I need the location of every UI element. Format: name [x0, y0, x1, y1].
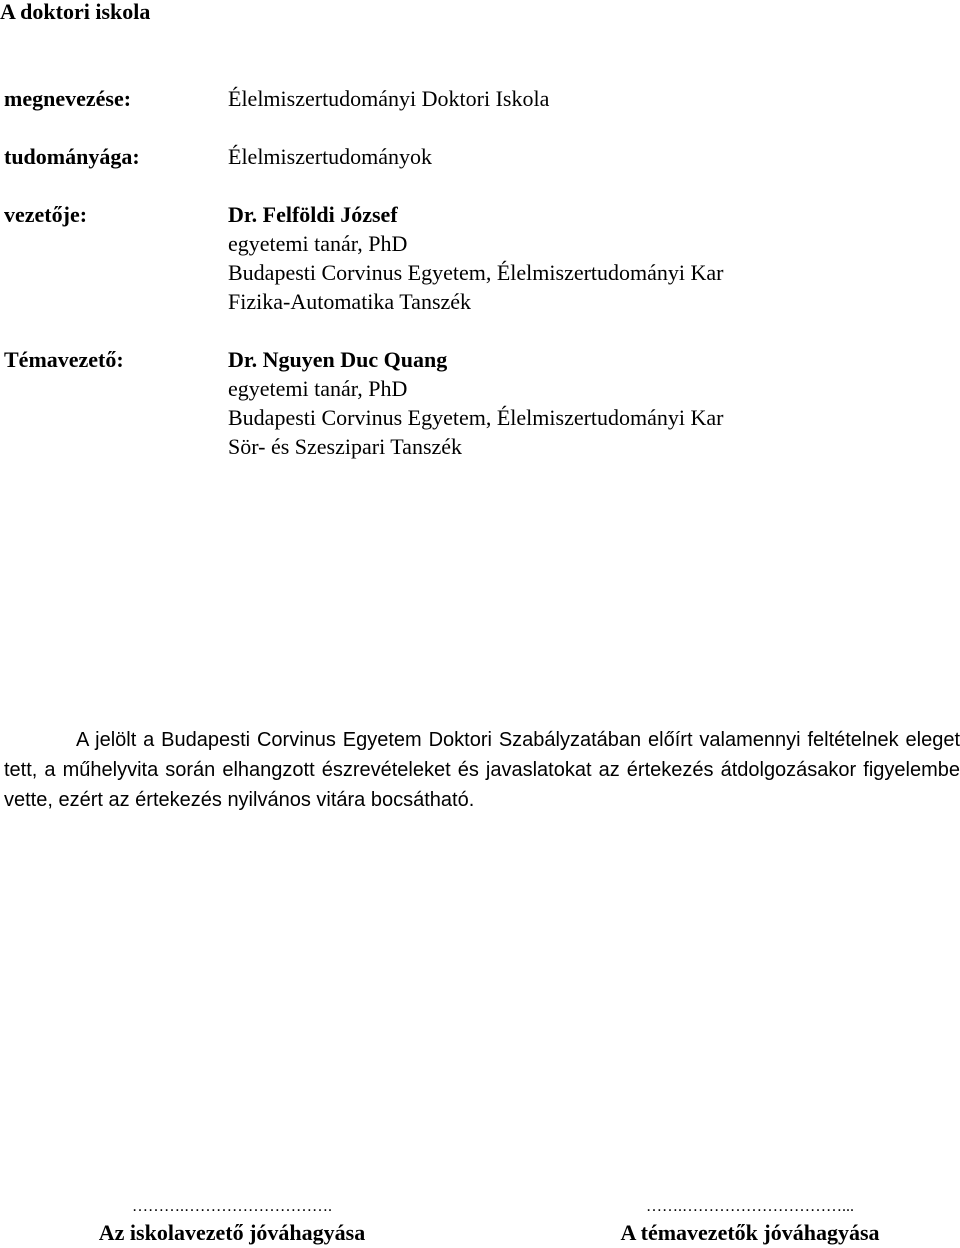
head-label: vezetője: — [4, 202, 88, 227]
school-name: Élelmiszertudományi Doktori Iskola — [228, 86, 550, 111]
head-institution: Budapesti Corvinus Egyetem, Élelmiszertudományi Kar — [228, 260, 724, 285]
supervisor-block — [228, 345, 724, 461]
statement-text: A jelölt a Budapesti Corvinus Egyetem Doktori Szabályzatában előírt valamennyi feltételnek eleget tett, a műhelyvita során elhangzott észrevételeket és javaslatokat az értekezés átdolgozásakor figyelembe vette, ezért az értekezés nyilvános vitára bocsátható. — [4, 729, 960, 811]
name-value — [228, 84, 549, 113]
signature-school-head — [74, 1198, 390, 1247]
section-heading: A doktori iskola — [0, 0, 151, 24]
supervisor-title: egyetemi tanár, PhD — [228, 376, 408, 401]
signature-line-right: …….…………………………... — [646, 1198, 854, 1215]
signature-supervisors — [596, 1198, 904, 1247]
supervisor-label: Témavezető: — [4, 347, 124, 372]
signature-line-left: ……….………………………. — [132, 1198, 332, 1215]
supervisor-name: Dr. Nguyen Duc Quang — [228, 347, 448, 372]
head-title: egyetemi tanár, PhD — [228, 231, 408, 256]
head-name: Dr. Felföldi József — [228, 202, 398, 227]
supervisor-institution: Budapesti Corvinus Egyetem, Élelmiszertudományi Kar — [228, 405, 724, 430]
signature-label-right: A témavezetők jóváhagyása — [620, 1220, 880, 1245]
field-value — [228, 142, 432, 171]
field-label: tudományága: — [4, 144, 140, 169]
head-department: Fizika-Automatika Tanszék — [228, 289, 472, 314]
supervisor-department: Sör- és Szeszipari Tanszék — [228, 434, 463, 459]
signature-label-left: Az iskolavezető jóváhagyása — [98, 1220, 366, 1245]
field-name: Élelmiszertudományok — [228, 144, 433, 169]
head-block — [228, 200, 724, 316]
approval-statement — [4, 725, 960, 815]
name-label: megnevezése: — [4, 86, 132, 111]
